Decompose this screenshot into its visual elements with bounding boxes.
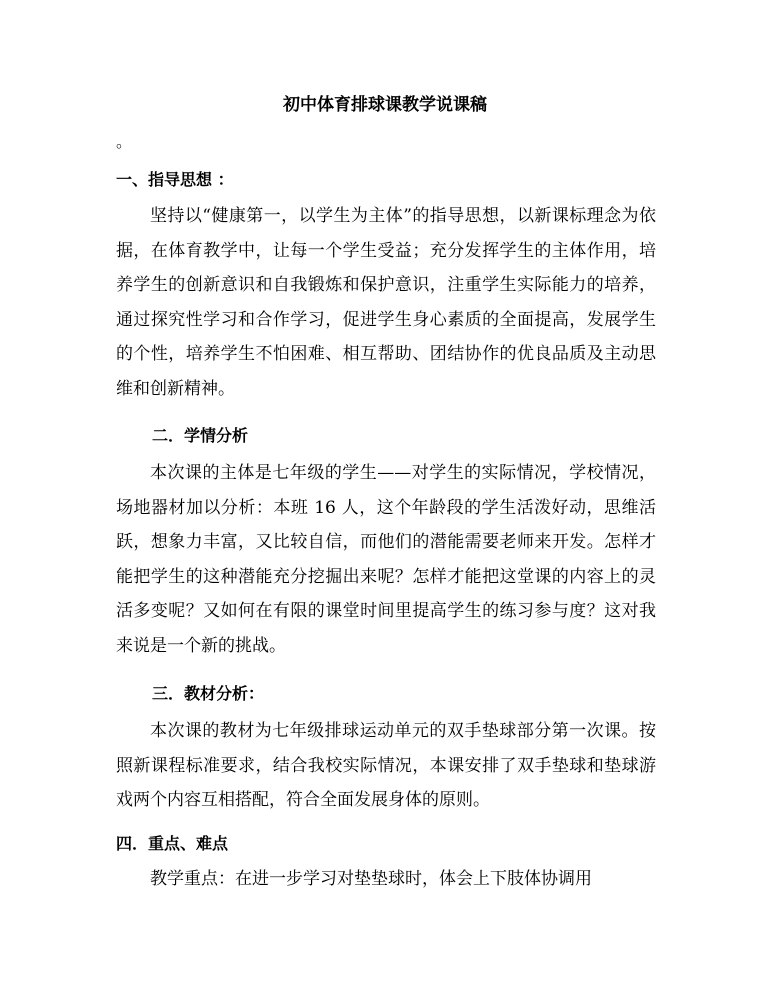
section-heading-guiding-ideology: 一、指导思想 ： — [116, 170, 234, 189]
lead-mark: 。 — [116, 132, 133, 151]
document-title: 初中体育排球课教学说课稿 — [283, 95, 487, 115]
section-paragraph-material-analysis: 本次课的教材为七年级排球运动单元的双手垫球部分第一次课。按照新课程标准要求，结合我校实际情况，本课安排了双手垫球和垫球游戏两个内容互相搭配，符合全面发展身体的原则。 — [116, 721, 656, 811]
section-paragraph-student-analysis: 本次课的主体是七年级的学生——对学生的实际情况，学校情况，场地器材加以分析：本班 16 人，这个年龄段的学生活泼好动，思维活跃，想象力丰富，又比较自信，而他们的潜能需要老师来开发。怎样才能把学生的这种潜能充分挖掘出来呢？怎样才能把这堂课的内容上的灵活多变呢？又如何在有限的课堂时间里提高学生的练习参与度？这对我来说是一个新的挑战。 — [116, 463, 656, 656]
section-paragraph-key-points: 教学重点：在进一步学习对垫垫球时，体会上下肢体协调用 — [150, 869, 592, 889]
section-heading-material-analysis: 三．教材分析： — [152, 684, 265, 703]
section-paragraph-guiding-ideology: 坚持以“健康第一，以学生为主体”的指导思想，以新课标理念为依据，在体育教学中，让每一个学生受益；充分发挥学生的主体作用，培养学生的创新意识和自我锻炼和保护意识，注重学生实际能力的培养，通过探究性学习和合作学习，促进学生身心素质的全面提高，发展学生的个性，培养学生不怕困难、相互帮助、团结协作的优良品质及主动思维和创新精神。 — [116, 206, 656, 399]
section-heading-key-points: 四．重点、难点 — [116, 834, 229, 853]
section-heading-student-analysis: 二．学情分析 — [152, 426, 249, 445]
